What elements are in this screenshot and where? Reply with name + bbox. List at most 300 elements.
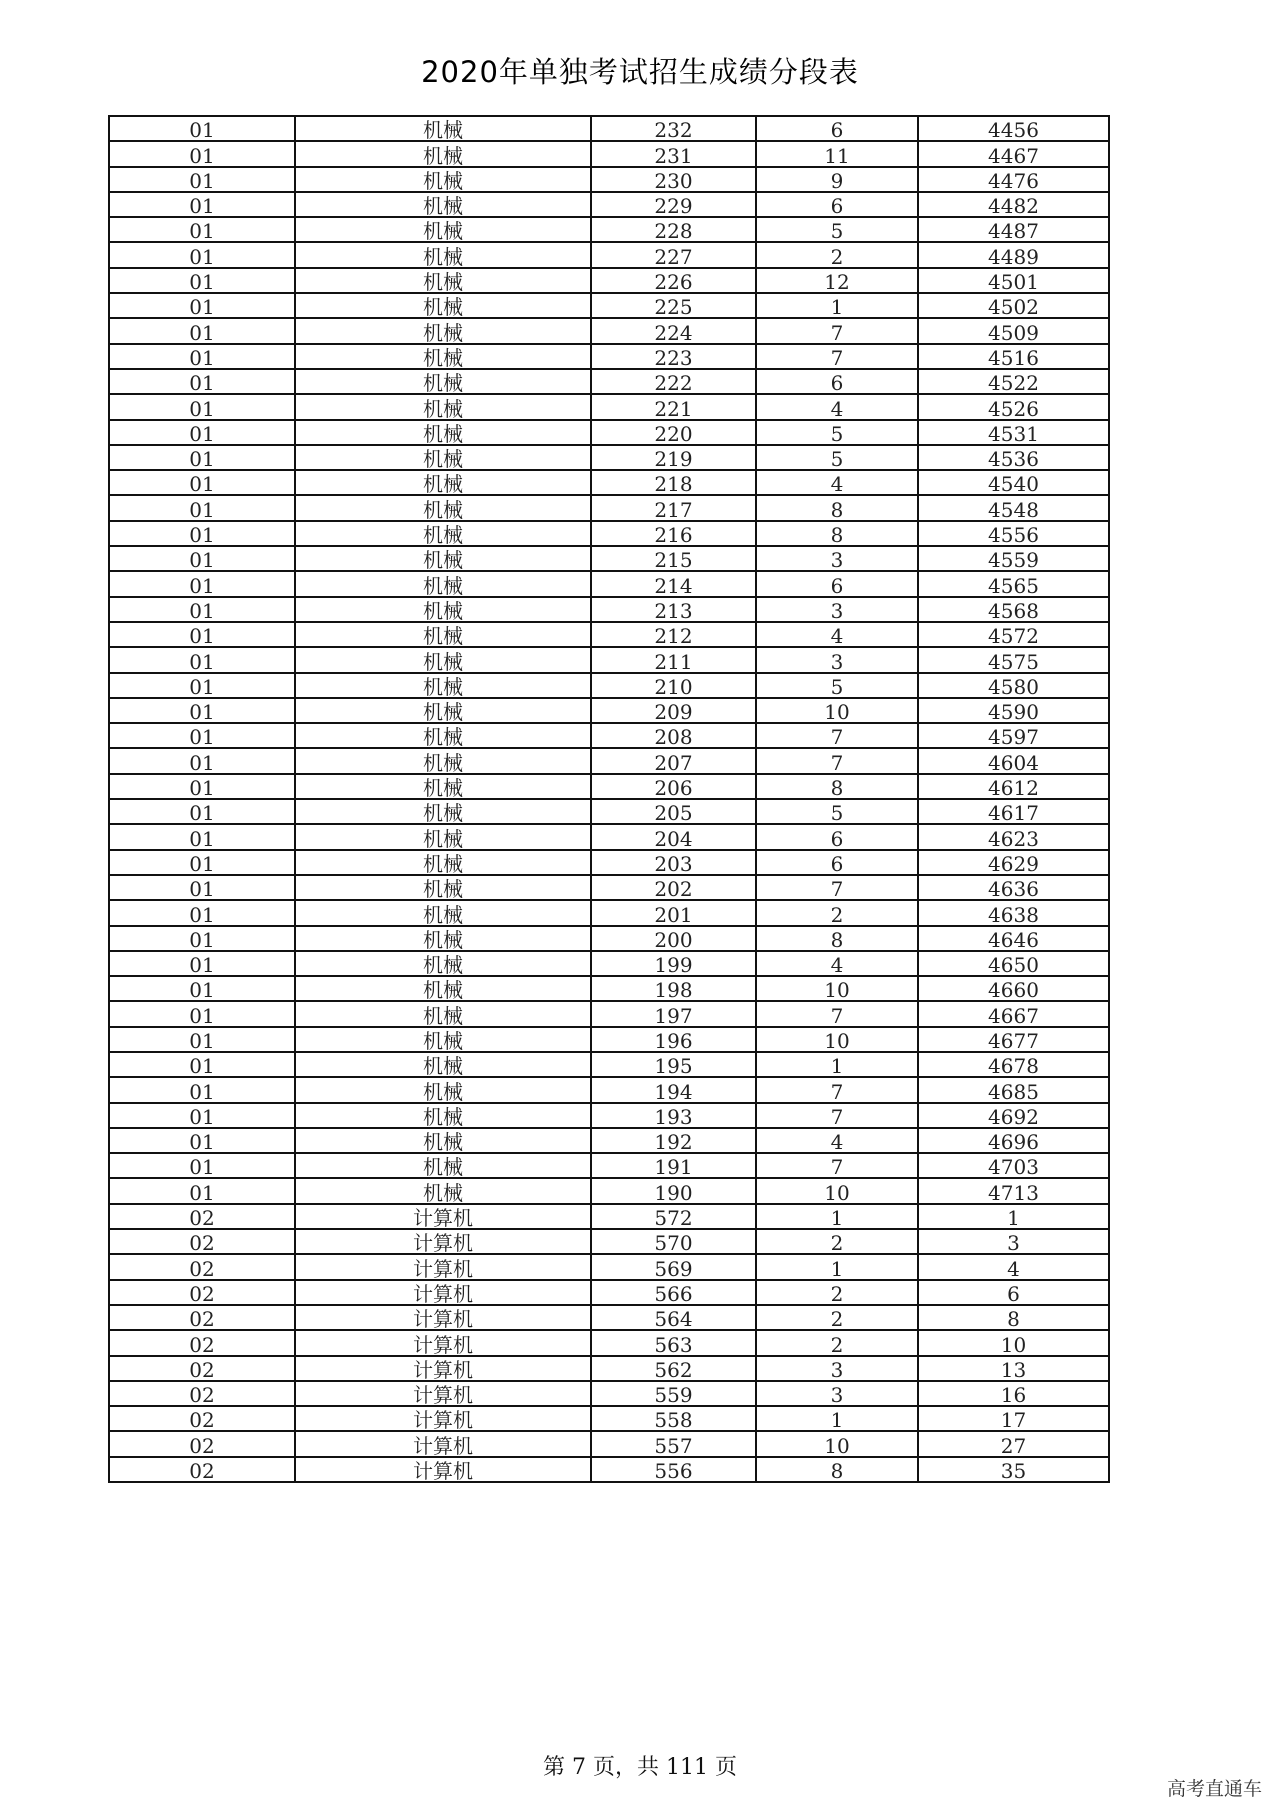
score-cell: 212	[591, 622, 756, 647]
score-cell: 199	[591, 951, 756, 976]
cumulative-cell: 4	[918, 1254, 1109, 1279]
table-row	[109, 445, 1109, 470]
count-cell: 1	[756, 1052, 918, 1077]
table-row	[109, 774, 1109, 799]
cumulative-cell: 35	[918, 1457, 1109, 1482]
cumulative-cell: 1	[918, 1204, 1109, 1229]
category-code-cell: 02	[109, 1254, 295, 1279]
category-name-cell: 机械	[295, 597, 591, 622]
table-row	[109, 1077, 1109, 1102]
cumulative-cell: 4489	[918, 242, 1109, 267]
score-cell: 229	[591, 192, 756, 217]
category-code-cell: 01	[109, 192, 295, 217]
score-cell: 191	[591, 1153, 756, 1178]
cumulative-cell: 16	[918, 1381, 1109, 1406]
category-name-cell: 机械	[295, 723, 591, 748]
count-cell: 3	[756, 546, 918, 571]
category-code-cell: 02	[109, 1305, 295, 1330]
category-code-cell: 01	[109, 420, 295, 445]
page-title: 2020年单独考试招生成绩分段表	[421, 55, 859, 89]
category-code-cell: 01	[109, 647, 295, 672]
count-cell: 10	[756, 1431, 918, 1456]
category-name-cell: 机械	[295, 116, 591, 141]
category-name-cell: 机械	[295, 420, 591, 445]
count-cell: 6	[756, 116, 918, 141]
category-code-cell: 01	[109, 571, 295, 596]
category-name-cell: 机械	[295, 799, 591, 824]
category-code-cell: 01	[109, 900, 295, 925]
category-name-cell: 机械	[295, 495, 591, 520]
cumulative-cell: 4572	[918, 622, 1109, 647]
category-name-cell: 计算机	[295, 1406, 591, 1431]
category-code-cell: 01	[109, 698, 295, 723]
table-row	[109, 824, 1109, 849]
score-cell: 231	[591, 141, 756, 166]
table-row	[109, 1052, 1109, 1077]
category-code-cell: 01	[109, 622, 295, 647]
cumulative-cell: 3	[918, 1229, 1109, 1254]
count-cell: 6	[756, 369, 918, 394]
page-footer: 第 7 页，共 111 页	[543, 1755, 737, 1780]
category-name-cell: 机械	[295, 622, 591, 647]
category-code-cell: 01	[109, 1103, 295, 1128]
category-code-cell: 01	[109, 748, 295, 773]
score-cell: 564	[591, 1305, 756, 1330]
score-cell: 208	[591, 723, 756, 748]
category-name-cell: 机械	[295, 394, 591, 419]
category-code-cell: 02	[109, 1280, 295, 1305]
category-name-cell: 机械	[295, 647, 591, 672]
cumulative-cell: 8	[918, 1305, 1109, 1330]
cumulative-cell: 6	[918, 1280, 1109, 1305]
cumulative-cell: 4476	[918, 167, 1109, 192]
category-code-cell: 02	[109, 1204, 295, 1229]
count-cell: 5	[756, 217, 918, 242]
count-cell: 3	[756, 1356, 918, 1381]
score-cell: 563	[591, 1330, 756, 1355]
category-code-cell: 01	[109, 875, 295, 900]
cumulative-cell: 4467	[918, 141, 1109, 166]
table-row	[109, 1431, 1109, 1456]
table-row	[109, 647, 1109, 672]
count-cell: 10	[756, 1178, 918, 1203]
score-cell: 572	[591, 1204, 756, 1229]
category-name-cell: 计算机	[295, 1204, 591, 1229]
category-code-cell: 01	[109, 268, 295, 293]
count-cell: 7	[756, 1103, 918, 1128]
category-name-cell: 机械	[295, 1077, 591, 1102]
count-cell: 1	[756, 1406, 918, 1431]
table-row	[109, 192, 1109, 217]
count-cell: 5	[756, 799, 918, 824]
table-row	[109, 217, 1109, 242]
cumulative-cell: 4685	[918, 1077, 1109, 1102]
count-cell: 10	[756, 976, 918, 1001]
count-cell: 1	[756, 293, 918, 318]
category-name-cell: 机械	[295, 318, 591, 343]
count-cell: 2	[756, 1229, 918, 1254]
table-row	[109, 951, 1109, 976]
count-cell: 8	[756, 521, 918, 546]
count-cell: 2	[756, 242, 918, 267]
table-row	[109, 673, 1109, 698]
category-name-cell: 机械	[295, 268, 591, 293]
category-code-cell: 01	[109, 850, 295, 875]
score-cell: 195	[591, 1052, 756, 1077]
count-cell: 6	[756, 850, 918, 875]
category-code-cell: 01	[109, 217, 295, 242]
table-row	[109, 1027, 1109, 1052]
count-cell: 4	[756, 951, 918, 976]
category-code-cell: 01	[109, 445, 295, 470]
score-cell: 214	[591, 571, 756, 596]
table-row	[109, 1001, 1109, 1026]
table-row	[109, 698, 1109, 723]
score-cell: 566	[591, 1280, 756, 1305]
category-name-cell: 机械	[295, 445, 591, 470]
category-name-cell: 计算机	[295, 1229, 591, 1254]
cumulative-cell: 4692	[918, 1103, 1109, 1128]
table-row	[109, 116, 1109, 141]
count-cell: 3	[756, 1381, 918, 1406]
table-row	[109, 597, 1109, 622]
count-cell: 1	[756, 1204, 918, 1229]
category-name-cell: 机械	[295, 1001, 591, 1026]
count-cell: 11	[756, 141, 918, 166]
table-row	[109, 293, 1109, 318]
score-cell: 225	[591, 293, 756, 318]
count-cell: 8	[756, 774, 918, 799]
category-name-cell: 机械	[295, 698, 591, 723]
cumulative-cell: 4678	[918, 1052, 1109, 1077]
category-name-cell: 机械	[295, 976, 591, 1001]
category-name-cell: 计算机	[295, 1431, 591, 1456]
category-code-cell: 01	[109, 1153, 295, 1178]
category-code-cell: 01	[109, 926, 295, 951]
category-code-cell: 01	[109, 951, 295, 976]
cumulative-cell: 27	[918, 1431, 1109, 1456]
category-name-cell: 机械	[295, 571, 591, 596]
count-cell: 8	[756, 926, 918, 951]
cumulative-cell: 4548	[918, 495, 1109, 520]
count-cell: 8	[756, 1457, 918, 1482]
category-name-cell: 机械	[295, 344, 591, 369]
score-cell: 205	[591, 799, 756, 824]
table-row	[109, 242, 1109, 267]
cumulative-cell: 13	[918, 1356, 1109, 1381]
category-name-cell: 机械	[295, 141, 591, 166]
score-cell: 556	[591, 1457, 756, 1482]
cumulative-cell: 4650	[918, 951, 1109, 976]
score-cell: 193	[591, 1103, 756, 1128]
category-code-cell: 01	[109, 1178, 295, 1203]
category-code-cell: 01	[109, 824, 295, 849]
table-row	[109, 268, 1109, 293]
category-name-cell: 计算机	[295, 1457, 591, 1482]
cumulative-cell: 4522	[918, 369, 1109, 394]
category-code-cell: 01	[109, 1027, 295, 1052]
cumulative-cell: 4516	[918, 344, 1109, 369]
table-row	[109, 850, 1109, 875]
table-row	[109, 546, 1109, 571]
category-code-cell: 02	[109, 1330, 295, 1355]
category-name-cell: 机械	[295, 875, 591, 900]
score-cell: 198	[591, 976, 756, 1001]
table-row	[109, 1457, 1109, 1482]
table-row	[109, 1153, 1109, 1178]
score-cell: 197	[591, 1001, 756, 1026]
category-code-cell: 01	[109, 546, 295, 571]
score-table	[108, 115, 1110, 1483]
category-name-cell: 机械	[295, 774, 591, 799]
category-code-cell: 02	[109, 1457, 295, 1482]
cumulative-cell: 4580	[918, 673, 1109, 698]
cumulative-cell: 4629	[918, 850, 1109, 875]
count-cell: 7	[756, 344, 918, 369]
cumulative-cell: 4565	[918, 571, 1109, 596]
score-cell: 192	[591, 1128, 756, 1153]
cumulative-cell: 4612	[918, 774, 1109, 799]
score-cell: 213	[591, 597, 756, 622]
category-name-cell: 机械	[295, 470, 591, 495]
table-row	[109, 1254, 1109, 1279]
score-cell: 210	[591, 673, 756, 698]
cumulative-cell: 4713	[918, 1178, 1109, 1203]
score-cell: 558	[591, 1406, 756, 1431]
cumulative-cell: 4636	[918, 875, 1109, 900]
category-name-cell: 机械	[295, 900, 591, 925]
score-cell: 219	[591, 445, 756, 470]
category-name-cell: 机械	[295, 521, 591, 546]
category-name-cell: 计算机	[295, 1356, 591, 1381]
category-code-cell: 01	[109, 774, 295, 799]
score-cell: 201	[591, 900, 756, 925]
score-cell: 218	[591, 470, 756, 495]
score-cell: 230	[591, 167, 756, 192]
category-name-cell: 机械	[295, 1178, 591, 1203]
score-cell: 217	[591, 495, 756, 520]
category-name-cell: 机械	[295, 850, 591, 875]
table-row	[109, 571, 1109, 596]
category-name-cell: 计算机	[295, 1381, 591, 1406]
table-row	[109, 1128, 1109, 1153]
category-name-cell: 机械	[295, 673, 591, 698]
category-code-cell: 01	[109, 242, 295, 267]
category-code-cell: 02	[109, 1406, 295, 1431]
category-name-cell: 机械	[295, 1052, 591, 1077]
category-name-cell: 机械	[295, 951, 591, 976]
category-code-cell: 01	[109, 495, 295, 520]
table-row	[109, 344, 1109, 369]
cumulative-cell: 4667	[918, 1001, 1109, 1026]
table-row	[109, 1103, 1109, 1128]
count-cell: 4	[756, 1128, 918, 1153]
count-cell: 6	[756, 824, 918, 849]
count-cell: 12	[756, 268, 918, 293]
count-cell: 7	[756, 723, 918, 748]
category-code-cell: 01	[109, 1077, 295, 1102]
category-code-cell: 02	[109, 1381, 295, 1406]
category-name-cell: 计算机	[295, 1330, 591, 1355]
score-cell: 232	[591, 116, 756, 141]
table-row	[109, 748, 1109, 773]
category-name-cell: 机械	[295, 546, 591, 571]
table-row	[109, 1280, 1109, 1305]
score-cell: 194	[591, 1077, 756, 1102]
category-code-cell: 02	[109, 1356, 295, 1381]
score-cell: 228	[591, 217, 756, 242]
category-name-cell: 机械	[295, 242, 591, 267]
cumulative-cell: 4575	[918, 647, 1109, 672]
table-row	[109, 1204, 1109, 1229]
count-cell: 7	[756, 1001, 918, 1026]
category-code-cell: 01	[109, 293, 295, 318]
category-name-cell: 机械	[295, 824, 591, 849]
cumulative-cell: 4617	[918, 799, 1109, 824]
score-cell: 570	[591, 1229, 756, 1254]
score-cell: 209	[591, 698, 756, 723]
category-name-cell: 机械	[295, 192, 591, 217]
category-name-cell: 机械	[295, 1103, 591, 1128]
table-row	[109, 926, 1109, 951]
score-cell: 211	[591, 647, 756, 672]
count-cell: 4	[756, 622, 918, 647]
cumulative-cell: 4531	[918, 420, 1109, 445]
cumulative-cell: 4638	[918, 900, 1109, 925]
table-row	[109, 420, 1109, 445]
score-cell: 202	[591, 875, 756, 900]
cumulative-cell: 4623	[918, 824, 1109, 849]
score-table-body	[109, 116, 1109, 1482]
category-name-cell: 计算机	[295, 1280, 591, 1305]
count-cell: 5	[756, 445, 918, 470]
count-cell: 2	[756, 900, 918, 925]
table-row	[109, 141, 1109, 166]
cumulative-cell: 4568	[918, 597, 1109, 622]
category-name-cell: 机械	[295, 369, 591, 394]
score-cell: 559	[591, 1381, 756, 1406]
category-code-cell: 01	[109, 1001, 295, 1026]
count-cell: 7	[756, 318, 918, 343]
table-row	[109, 495, 1109, 520]
category-code-cell: 01	[109, 344, 295, 369]
cumulative-cell: 4660	[918, 976, 1109, 1001]
category-code-cell: 01	[109, 521, 295, 546]
count-cell: 3	[756, 647, 918, 672]
cumulative-cell: 4703	[918, 1153, 1109, 1178]
category-code-cell: 01	[109, 167, 295, 192]
score-cell: 196	[591, 1027, 756, 1052]
count-cell: 5	[756, 673, 918, 698]
table-row	[109, 1305, 1109, 1330]
table-row	[109, 799, 1109, 824]
table-row	[109, 1406, 1109, 1431]
score-cell: 215	[591, 546, 756, 571]
table-row	[109, 723, 1109, 748]
cumulative-cell: 10	[918, 1330, 1109, 1355]
category-name-cell: 机械	[295, 926, 591, 951]
count-cell: 7	[756, 748, 918, 773]
table-row	[109, 394, 1109, 419]
category-code-cell: 01	[109, 1128, 295, 1153]
category-name-cell: 机械	[295, 167, 591, 192]
count-cell: 2	[756, 1280, 918, 1305]
category-code-cell: 01	[109, 976, 295, 1001]
cumulative-cell: 4696	[918, 1128, 1109, 1153]
category-code-cell: 01	[109, 673, 295, 698]
count-cell: 7	[756, 1153, 918, 1178]
category-code-cell: 01	[109, 597, 295, 622]
cumulative-cell: 4502	[918, 293, 1109, 318]
count-cell: 6	[756, 571, 918, 596]
cumulative-cell: 4456	[918, 116, 1109, 141]
count-cell: 6	[756, 192, 918, 217]
cumulative-cell: 4604	[918, 748, 1109, 773]
cumulative-cell: 4540	[918, 470, 1109, 495]
table-row	[109, 470, 1109, 495]
category-name-cell: 计算机	[295, 1254, 591, 1279]
category-name-cell: 机械	[295, 1128, 591, 1153]
score-cell: 203	[591, 850, 756, 875]
table-row	[109, 1178, 1109, 1203]
table-row	[109, 900, 1109, 925]
category-code-cell: 01	[109, 116, 295, 141]
count-cell: 2	[756, 1305, 918, 1330]
score-cell: 222	[591, 369, 756, 394]
category-code-cell: 01	[109, 723, 295, 748]
score-cell: 200	[591, 926, 756, 951]
cumulative-cell: 4556	[918, 521, 1109, 546]
table-row	[109, 318, 1109, 343]
category-name-cell: 机械	[295, 1153, 591, 1178]
category-name-cell: 机械	[295, 293, 591, 318]
cumulative-cell: 17	[918, 1406, 1109, 1431]
cumulative-cell: 4482	[918, 192, 1109, 217]
table-row	[109, 1229, 1109, 1254]
table-row	[109, 622, 1109, 647]
score-cell: 226	[591, 268, 756, 293]
category-code-cell: 01	[109, 369, 295, 394]
category-code-cell: 02	[109, 1431, 295, 1456]
cumulative-cell: 4526	[918, 394, 1109, 419]
table-row	[109, 1381, 1109, 1406]
category-name-cell: 机械	[295, 748, 591, 773]
count-cell: 9	[756, 167, 918, 192]
score-cell: 223	[591, 344, 756, 369]
table-row	[109, 1356, 1109, 1381]
count-cell: 10	[756, 1027, 918, 1052]
count-cell: 5	[756, 420, 918, 445]
table-row	[109, 1330, 1109, 1355]
category-code-cell: 01	[109, 470, 295, 495]
score-cell: 216	[591, 521, 756, 546]
count-cell: 3	[756, 597, 918, 622]
table-row	[109, 976, 1109, 1001]
score-cell: 221	[591, 394, 756, 419]
cumulative-cell: 4677	[918, 1027, 1109, 1052]
category-code-cell: 01	[109, 394, 295, 419]
count-cell: 10	[756, 698, 918, 723]
category-name-cell: 计算机	[295, 1305, 591, 1330]
cumulative-cell: 4501	[918, 268, 1109, 293]
table-row	[109, 167, 1109, 192]
category-code-cell: 02	[109, 1229, 295, 1254]
cumulative-cell: 4590	[918, 698, 1109, 723]
score-cell: 204	[591, 824, 756, 849]
category-code-cell: 01	[109, 799, 295, 824]
watermark: 高考直通车	[1166, 1778, 1262, 1800]
score-cell: 562	[591, 1356, 756, 1381]
